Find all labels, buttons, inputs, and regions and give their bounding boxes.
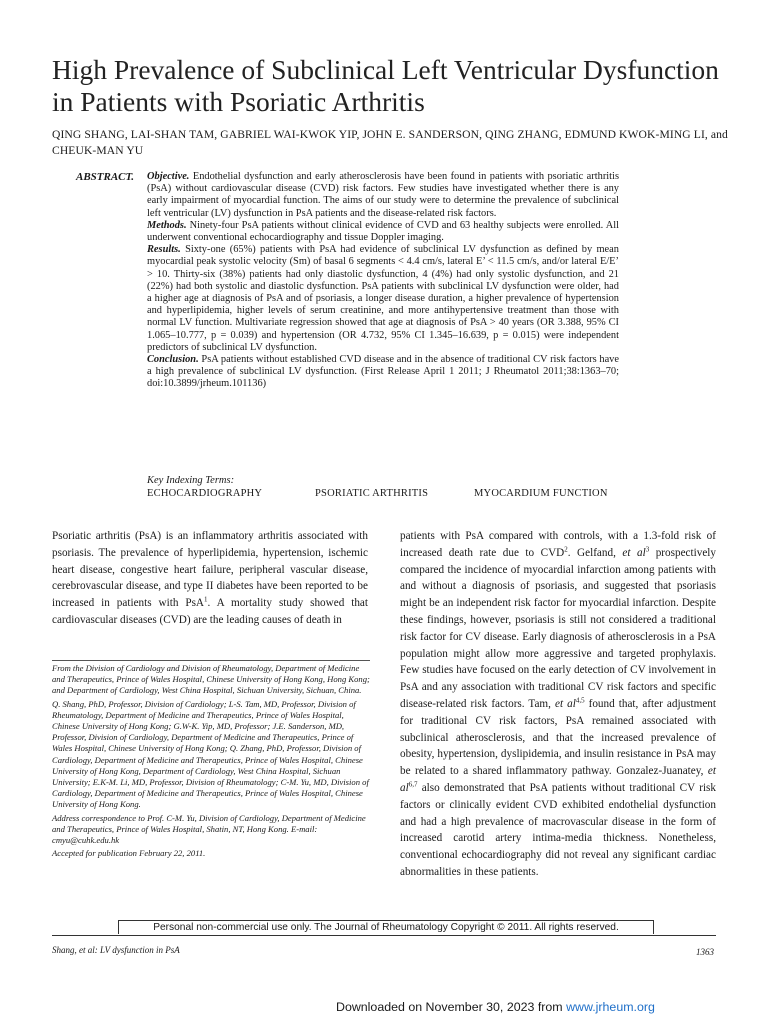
key-term: ECHOCARDIOGRAPHY <box>147 488 263 499</box>
correspondence-address: Address correspondence to Prof. C-M. Yu, Division of Cardiology, Department of Medicine and Therapeutics, Prince of Wales Hospital, Shatin, NT, Hong Kong. E-mail: cmyu@cuhk.edu.hk <box>52 812 366 846</box>
body-text: found that, after adjustment for traditional CV risk factors, PsA remained associated with subclinical atherosclerosis, and that the increased prevalence of obesity, hypertension, dyslipidemia, and insulin resistance in PsA may be related to a shared inflammatory pathway. Gonzalez-Juanatey, <box>400 697 716 778</box>
abstract-methods <box>147 220 619 244</box>
abstract-results <box>147 244 619 354</box>
results-label: Results. <box>147 244 181 256</box>
methods-label: Methods. <box>147 219 187 231</box>
et-al: et al <box>400 765 716 794</box>
running-head: Shang, et al: LV dysfunction in PsA <box>52 945 180 955</box>
body-text: prospectively compared the incidence of myocardial infarction among patients with and without a diagnosis of psoriasis, and suggested that psoriasis might be an independent risk factor for myocardial infarction. Despite these findings, however, psoriasis is still not considered a traditional risk factor for CV disease. Early diagnosis of atherosclerosis in a PsA population might allow more aggressive and targeted prophylaxis. Few studies have focused on the early detection of CV involvement in PsA and any association with traditional CV risk factors and specific disease-related risk factors. Tam, <box>400 546 716 710</box>
intro-paragraph-continued <box>400 528 716 881</box>
body-column-right <box>400 528 716 881</box>
objective-text: Endothelial dysfunction and early atherosclerosis have been found in patients with psoriatic arthritis (PsA) without cardiovascular disease (CVD) risk factors. Few studies have investigated whether there is any early impairment of myocardial function. The aims of our study were to determine the prevalence of subclinical left ventricular (LV) dysfunction in PsA patients and the disease-related risk factors. <box>147 171 619 219</box>
abstract-conclusion <box>147 354 619 391</box>
copyright-notice: Personal non-commercial use only. The Journal of Rheumatology Copyright © 2011. All rights reserved. <box>118 920 654 934</box>
key-term: PSORIATIC ARTHRITIS <box>315 488 429 499</box>
affiliation-from: From the Division of Cardiology and Division of Rheumatology, Department of Medicine and Therapeutics, Prince of Wales Hospital, Chinese University of Hong Kong, Hong Kong; and Department of Cardiology, West China Hospital, Sichuan University, Sichuan, China. <box>52 663 370 696</box>
conclusion-label: Conclusion. <box>147 354 199 366</box>
journal-link[interactable]: www.jrheum.org <box>566 1000 655 1014</box>
intro-text: Psoriatic arthritis (PsA) is an inflammatory arthritis associated with psoriasis. The prevalence of hyperlipidemia, hypertension, ischemic heart disease, congestive heart failure, peripheral vascular disease, cerebrovascular disease, and type II diabetes have been reported to be increased in patients with PsA <box>52 530 368 610</box>
et-al: et al <box>554 697 576 710</box>
citation[interactable]: 4,5 <box>575 696 585 705</box>
affiliation-people: Q. Shang, PhD, Professor, Division of Cardiology; L-S. Tam, MD, Professor, Division of Rheumatology, Department of Medicine and Therapeutics, Prince of Wales Hospital, Chinese University of Hong Kong; G.W-K. Yip, MD, Professor; J.E. Sanderson, MD, Professor, Division of Cardiology, Department of Medicine and Therapeutics, Prince of Wales Hospital, Chinese University of Hong Kong; Q. Zhang, PhD, Professor, Division of Cardiology, Department of Medicine and Therapeutics, Prince of Wales Hospital, Chinese University of Hong Kong, Department of Cardiology, West China Hospital, Sichuan University; E.K-M. Li, MD, Professor, Division of Rheumatology; C-M. Yu, MD, Division of Cardiology, Department of Medicine and Therapeutics, Prince of Wales Hospital, Chinese University of Hong Kong. <box>52 698 369 810</box>
body-text: patients with PsA compared with controls, with a 1.3-fold risk of increased death rate due to CVD <box>400 530 716 559</box>
citation[interactable]: 6,7 <box>408 780 418 789</box>
key-indexing-terms <box>147 475 627 499</box>
download-text: Downloaded on November 30, 2023 from <box>336 1000 567 1014</box>
download-notice <box>336 1000 655 1014</box>
citation[interactable]: 2 <box>564 545 568 554</box>
citation[interactable]: 3 <box>645 545 650 554</box>
accepted-date: Accepted for publication February 22, 2011. <box>52 848 206 859</box>
body-text: . Gelfand, <box>567 546 623 559</box>
results-text: Sixty-one (65%) patients with PsA had evidence of subclinical LV dysfunction as defined by mean myocardial peak systolic velocity (Sm) of basal 6 segments < 4.4 cm/s, lateral E’ < 11.5 cm/s, and/or lateral E/E’ > 10. Thirty-six (38%) patients had only diastolic dysfunction, 4 (4%) had only systolic dysfunction, and 21 (22%) had both systolic and diastolic dysfunction. PsA patients with subclinical LV dysfunction were older, had a higher age at diagnosis of PsA and of psoriasis, a longer disease duration, a higher prevalence of hypertension and hyperlipidemia, higher levels of serum creatinine, and more antihypertensive treatment than those with normal LV function. Multivariate regression showed that age at diagnosis of PsA > 40 years (OR 3.388, 95% CI 1.065–10.777, p = 0.039) and hypertension (OR 4.732, 95% CI 1.345–16.639, p = 0.015) were independent predictors of subclinical LV dysfunction. <box>147 244 619 353</box>
key-term: MYOCARDIUM FUNCTION <box>474 488 608 499</box>
intro-paragraph <box>52 528 368 629</box>
footer-divider <box>52 935 716 936</box>
abstract-objective <box>147 171 619 220</box>
key-terms-title: Key Indexing Terms: <box>147 475 235 486</box>
abstract-body <box>147 171 619 391</box>
objective-label: Objective. <box>147 171 190 182</box>
et-al: et al <box>622 546 646 559</box>
methods-text: Ninety-four PsA patients without clinical evidence of CVD and 63 healthy subjects were enrolled. All underwent conventional echocardiography and tissue Doppler imaging. <box>147 219 619 244</box>
article-title: High Prevalence of Subclinical Left Ventricular Dysfunction in Patients with Psoriatic Arthritis <box>52 54 719 117</box>
affiliations-footnote <box>52 660 370 861</box>
abstract-label: ABSTRACT. <box>76 171 134 183</box>
body-column-left <box>52 528 368 629</box>
body-text: also demonstrated that PsA patients without traditional CV risk factors or clinically evident CVD exhibited endothelial dysfunction and had a high prevalence of macrovascular disease in the form of increased carotid artery intima-media thickness. Nonetheless, conventional echocardiography did not reveal any significant cardiac abnormalities in these patients. <box>400 781 716 878</box>
author-list: QING SHANG, LAI-SHAN TAM, GABRIEL WAI-KWOK YIP, JOHN E. SANDERSON, QING ZHANG, EDMUND KWOK-MING LI, and CHEUK-MAN YU <box>52 128 728 157</box>
conclusion-text: PsA patients without established CVD disease and in the absence of traditional CV risk factors have a high prevalence of subclinical LV dysfunction. (First Release April 1 2011; J Rheumatol 2011;38:1363–70; doi:10.3899/jrheum.101136) <box>147 354 619 390</box>
page-number: 1363 <box>696 947 714 957</box>
citation[interactable]: 1 <box>204 595 208 604</box>
key-terms-list <box>147 488 627 499</box>
intro-text: . A mortality study showed that cardiovascular diseases (CVD) are the leading causes of death in <box>52 597 368 626</box>
